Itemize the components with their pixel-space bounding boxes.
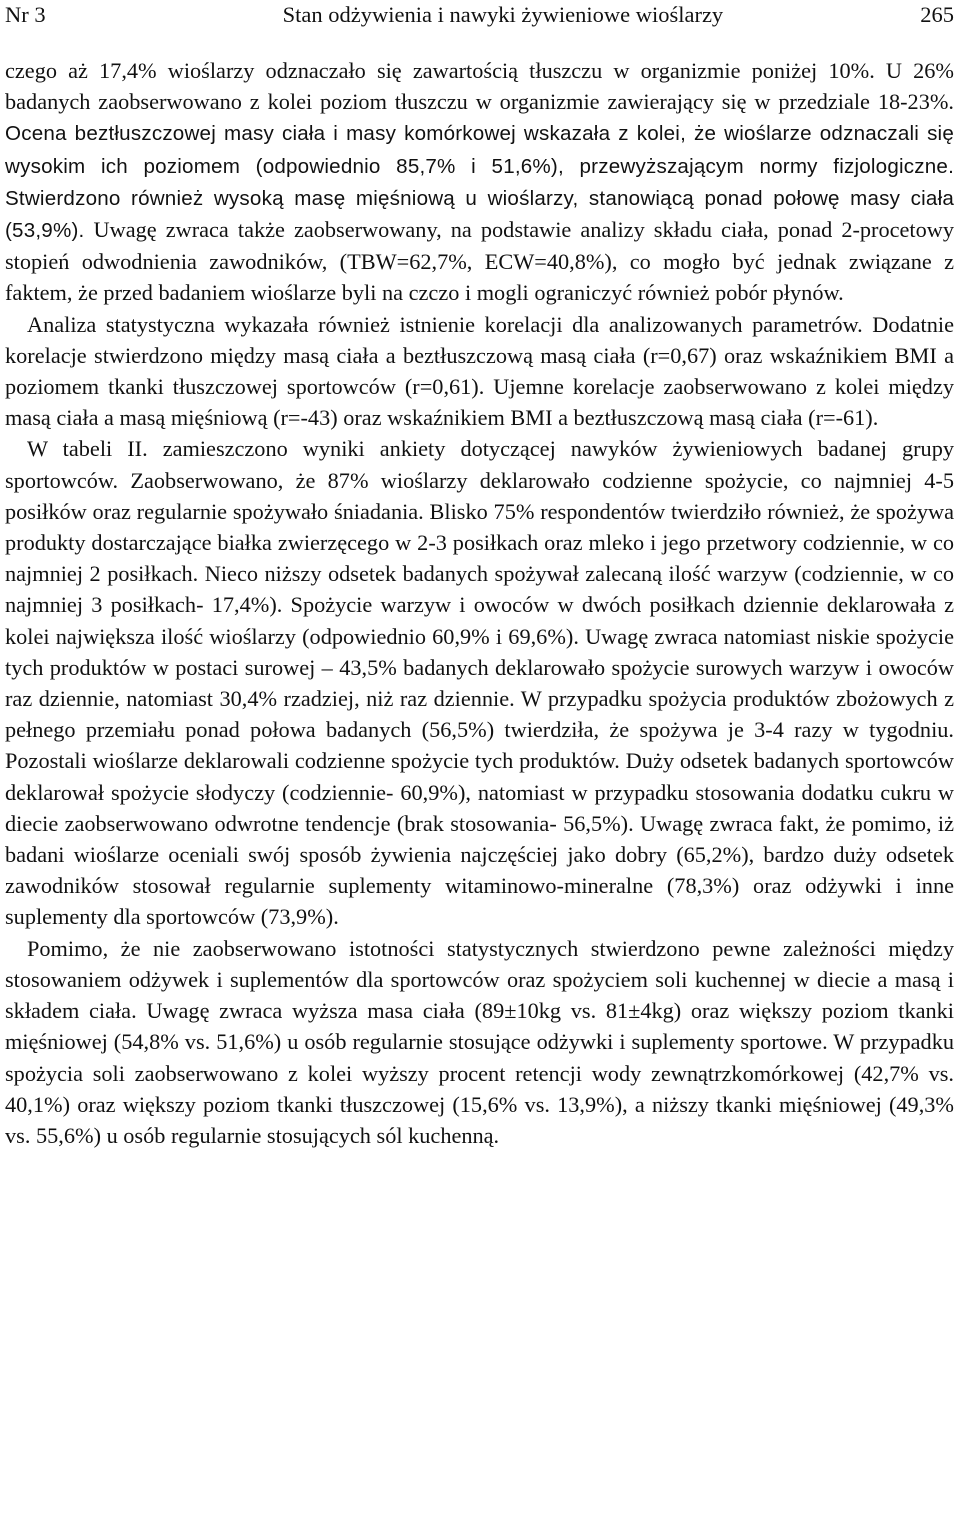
paragraph-1-segment-1: czego aż 17,4% wioślarzy odznaczało się zawartością tłuszczu w organizmie poniżej 10%. U 26% badanych zaobserwowano z kolei poziom tłuszczu w organizmie zawierający się w przedziale 18-23%. — [5, 58, 954, 115]
running-title: Stan odżywienia i nawyki żywieniowe wioślarzy — [282, 2, 724, 27]
paragraph-1-segment-3: Uwagę zwraca także zaobserwowany, na podstawie analizy składu ciała, ponad 2-procetowy stopień odwodnienia zawodników, (TBW=62,7%, ECW=40,8%), co mogło być jednak związane z faktem, że przed badaniem wioślarze byli na czczo i mogli ograniczyć również pobór płynów. — [5, 217, 954, 306]
paragraph-3 — [5, 433, 954, 932]
paragraph-3-segment-1: W tabeli II. zamieszczono wyniki ankiety dotyczącej nawyków żywieniowych badanej grupy sportowców. Zaobserwowano, że 87% wioślarzy deklarowało codzienne spożycie, co najmniej 4-5 posiłków oraz regularnie spożywało śniadania. Blisko 75% respondentów twierdziło również, że spożywa produkty dostarczające białka zwierzęcego w 2-3 posiłkach oraz mleko i jego przetwory codziennie, w co najmniej 2 posiłkach. Nieco niższy odsetek badanych spożywał zalecaną ilość warzyw (codziennie, w co najmniej 3 posiłkach- 17,4%). Spożycie warzyw i owoców w dwóch posiłkach dziennie deklarowała z kolei największa ilość wioślarzy (odpowiednio 60,9% i 69,6%). Uwagę zwraca natomiast niskie spożycie tych produktów w postaci surowej – 43,5% badanych deklarowało spożycie surowych warzyw i owoców raz dziennie, natomiast 30,4% rzadziej, niż raz dziennie. W przypadku spożycia produktów zbożowych z pełnego przemiału ponad połowa badanych (56,5%) twierdziła, że spożywa je 3-4 razy w tygodniu. Pozostali wioślarze deklarowali codzienne spożycie tych produktów. Duży odsetek badanych sportowców deklarował spożycie słodyczy (codziennie- 60,9%), natomiast w przypadku stosowania dodatku cukru w diecie zaobserwowano odwrotne tendencje (brak stosowania- 56,5%). Uwagę zwraca fakt, że pomimo, iż badani wioślarze oceniali swój sposób żywienia najczęściej jako dobry (65,2%), bardzo duży odsetek zawodników stosował regularnie suplementy witaminowo-mineralne (78,3%) oraz odżywki i inne suplementy dla sportowców (73,9%). — [5, 436, 954, 930]
page-number: 265 — [920, 2, 954, 27]
paragraph-1-segment-2: Ocena beztłuszczowej masy ciała i masy komórkowej wskazała z kolei, że wioślarze odznaczali się wysokim ich poziomem (odpowiednio 85,7% i 51,6%), przewyższającym normy fizjologiczne. Stwierdzono również wysoką masę mięśniową u wioślarzy, stanowiącą ponad połowę masy ciała (53,9%). — [5, 122, 954, 243]
article-body — [5, 55, 954, 1151]
running-header — [5, 0, 954, 37]
paragraph-1 — [5, 55, 954, 309]
paragraph-2 — [5, 309, 954, 434]
paragraph-2-segment-1: Analiza statystyczna wykazała również istnienie korelacji dla analizowanych parametrów. Dodatnie korelacje stwierdzono między masą ciała a beztłuszczową masą ciała (r=0,67) oraz wskaźnikiem BMI a poziomem tkanki tłuszczowej sportowców (r=0,61). Ujemne korelacje zaobserwowano z kolei między masą ciała a masą mięśniową (r=-43) oraz wskaźnikiem BMI a beztłuszczową masą ciała (r=-61). — [5, 311, 954, 431]
journal-issue-number: Nr 3 — [5, 2, 46, 27]
paragraph-4-segment-1: Pomimo, że nie zaobserwowano istotności statystycznych stwierdzono pewne zależności między stosowaniem odżywek i suplementów dla sportowców oraz spożyciem soli kuchennej w diecie a masą i składem ciała. Uwagę zwraca wyższa masa ciała (89±10kg vs. 81±4kg) oraz większy poziom tkanki mięśniowej (54,8% vs. 51,6%) u osób regularnie stosujące odżywki i suplementy sportowe. W przypadku spożycia soli zaobserwowano z kolei wyższy procent retencji wody zewnątrzkomórkowej (42,7% vs. 40,1%) oraz większy poziom tkanki tłuszczowej (15,6% vs. 13,9%), a niższy tkanki mięśniowej (49,3% vs. 55,6%) u osób regularnie stosujących sól kuchenną. — [5, 935, 954, 1148]
paragraph-4 — [5, 933, 954, 1151]
